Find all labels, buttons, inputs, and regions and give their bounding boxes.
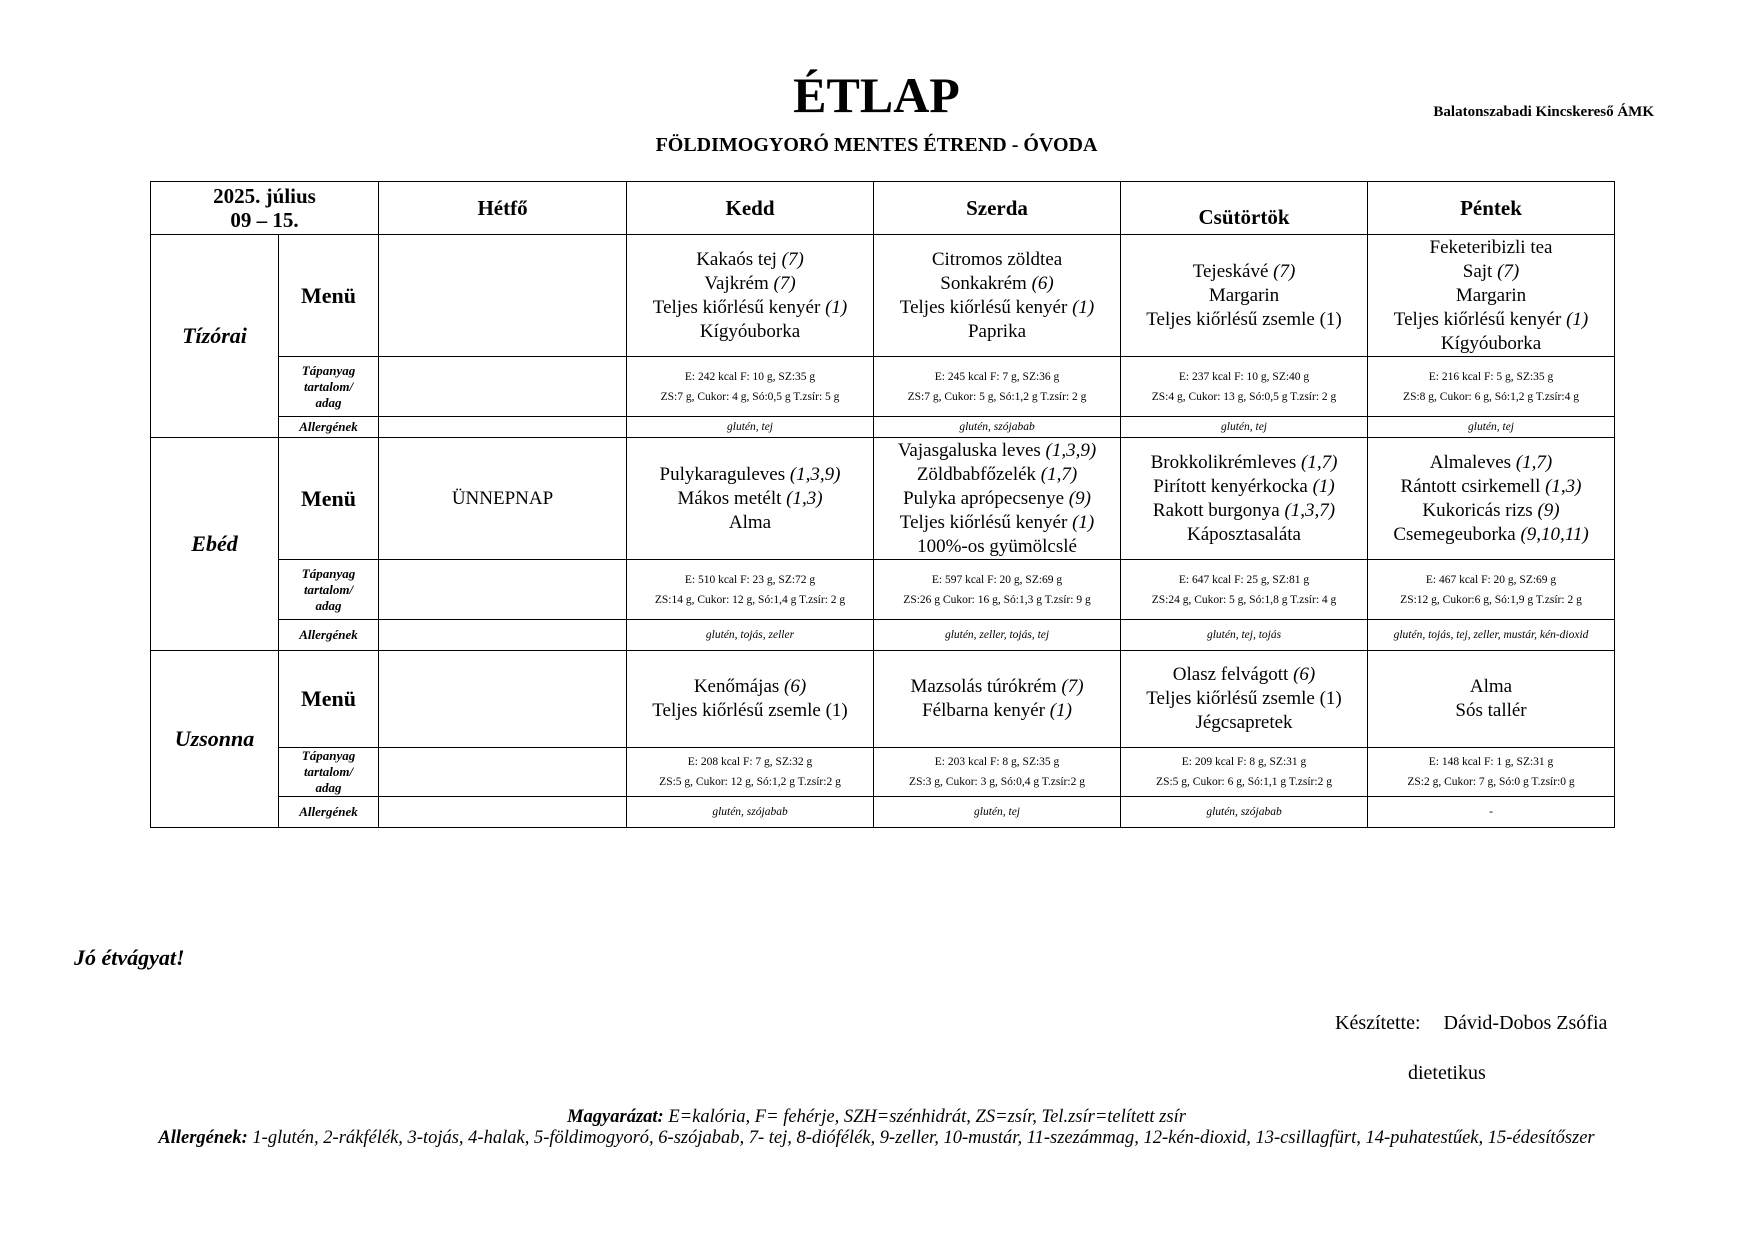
menu-cell-friday	[1368, 235, 1615, 357]
meal-allergen-row	[151, 417, 1615, 438]
menu-cell-wednesday	[874, 651, 1121, 748]
nutrition-cell-tuesday	[627, 560, 874, 620]
nutrition-label-line: Tápanyag	[301, 565, 356, 581]
menu-cell-thursday	[1121, 438, 1368, 560]
menu-item: Káposztasaláta	[1187, 523, 1301, 545]
nutrition-line: E: 237 kcal F: 10 g, SZ:40 g	[1178, 370, 1310, 383]
nutrition-line: E: 467 kcal F: 20 g, SZ:69 g	[1425, 573, 1557, 586]
nutrition-line: ZS:8 g, Cukor: 6 g, Só:1,2 g T.zsír:4 g	[1403, 390, 1579, 403]
day-header-tuesday: Kedd	[627, 182, 874, 235]
meal-allergen-row	[151, 797, 1615, 828]
nutrition-line: E: 242 kcal F: 10 g, SZ:35 g	[684, 370, 816, 383]
nutrition-cell-monday	[379, 748, 627, 797]
meal-menu-row	[151, 438, 1615, 560]
menu-item: Rántott csirkemell (1,3)	[1400, 475, 1582, 497]
menu-item: Teljes kiőrlésű kenyér (1)	[652, 296, 848, 318]
allergen-cell-friday: glutén, tojás, tej, zeller, mustár, kén-dioxid	[1368, 620, 1615, 651]
nutrition-line: ZS:5 g, Cukor: 6 g, Só:1,1 g T.zsír:2 g	[1156, 776, 1332, 788]
nutrition-cell-friday	[1368, 748, 1615, 797]
menu-item: Brokkolikrémleves (1,7)	[1150, 451, 1338, 473]
page-subtitle: FÖLDIMOGYORÓ MENTES ÉTREND - ÓVODA	[655, 134, 1098, 156]
nutrition-line: E: 203 kcal F: 8 g, SZ:35 g	[934, 756, 1060, 768]
weekly-menu-table	[150, 181, 1615, 828]
allergen-cell-tuesday: glutén, tojás, zeller	[627, 620, 874, 651]
allergen-cell-monday	[379, 417, 627, 438]
greeting: Jó étvágyat!	[74, 945, 185, 970]
menu-item: Pirított kenyérkocka (1)	[1153, 475, 1335, 497]
page-title: ÉTLAP	[793, 67, 960, 123]
legend-text: E=kalória, F= fehérje, SZH=szénhidrát, ZS=zsír, Tel.zsír=telített zsír	[668, 1107, 1186, 1127]
menu-item: Csemegeuborka (9,10,11)	[1393, 523, 1589, 545]
menu-item: Pulyka aprópecsenye (9)	[903, 487, 1091, 509]
menu-item: Vajasgaluska leves (1,3,9)	[897, 439, 1097, 461]
meal-nutrition-row	[151, 748, 1615, 797]
menu-cell-wednesday	[874, 235, 1121, 357]
menu-item: Félbarna kenyér (1)	[922, 700, 1072, 721]
allergen-cell-wednesday: glutén, tej	[874, 797, 1121, 828]
nutrition-cell-wednesday	[874, 748, 1121, 797]
nutrition-line: E: 148 kcal F: 1 g, SZ:31 g	[1428, 756, 1554, 768]
meal-name: Tízórai	[151, 235, 279, 438]
menu-item: Mákos metélt (1,3)	[677, 487, 823, 509]
menu-cell-monday	[379, 651, 627, 748]
institution-name: Balatonszabadi Kincskereső ÁMK	[1433, 104, 1654, 120]
legend-label: Magyarázat:	[567, 1107, 664, 1127]
allergen-legend-label: Allergének:	[158, 1128, 248, 1148]
menu-item: Sajt (7)	[1462, 260, 1520, 282]
menu-item: Pulykaraguleves (1,3,9)	[659, 463, 841, 485]
allergen-cell-thursday: glutén, tej	[1121, 417, 1368, 438]
menu-item: Jégcsapretek	[1195, 712, 1293, 733]
author-name: Dávid-Dobos Zsófia	[1443, 1012, 1608, 1034]
menu-item: Almaleves (1,7)	[1429, 451, 1553, 473]
holiday-label: ÜNNEPNAP	[451, 487, 554, 509]
date-range-cell	[151, 182, 379, 235]
menu-item: Margarin	[1208, 284, 1280, 306]
menu-item: Teljes kiőrlésű kenyér (1)	[1393, 308, 1589, 330]
nutrition-cell-wednesday	[874, 560, 1121, 620]
menu-cell-thursday	[1121, 651, 1368, 748]
menu-item: Kakaós tej (7)	[696, 248, 804, 270]
nutrition-line: ZS:3 g, Cukor: 3 g, Só:0,4 g T.zsír:2 g	[909, 776, 1085, 788]
nutrition-row-label	[279, 560, 379, 620]
menu-item: Teljes kiőrlésű kenyér (1)	[899, 296, 1095, 318]
menu-item: Vajkrém (7)	[704, 272, 796, 294]
menu-item: Teljes kiőrlésű zsemle (1)	[652, 700, 848, 721]
nutrition-line: ZS:7 g, Cukor: 5 g, Só:1,2 g T.zsír: 2 g	[907, 390, 1087, 403]
menu-item: Paprika	[967, 320, 1027, 342]
nutrition-cell-friday	[1368, 357, 1615, 417]
menu-cell-wednesday	[874, 438, 1121, 560]
nutrition-label-line: adag	[315, 780, 342, 795]
menu-item: Kígyóuborka	[699, 320, 801, 342]
nutrition-line: E: 209 kcal F: 8 g, SZ:31 g	[1181, 756, 1307, 768]
menu-item: Zöldbabfőzelék (1,7)	[916, 463, 1078, 485]
nutrition-line: E: 597 kcal F: 20 g, SZ:69 g	[931, 573, 1063, 586]
nutrition-cell-tuesday	[627, 748, 874, 797]
day-header-monday: Hétfő	[379, 182, 627, 235]
nutrition-label-line: tartalom/	[303, 764, 354, 779]
meal-menu-row	[151, 235, 1615, 357]
nutrition-cell-tuesday	[627, 357, 874, 417]
meal-nutrition-row	[151, 560, 1615, 620]
menu-cell-tuesday	[627, 651, 874, 748]
nutrition-cell-monday	[379, 560, 627, 620]
nutrition-line: ZS:7 g, Cukor: 4 g, Só:0,5 g T.zsír: 5 g	[660, 390, 840, 403]
meal-name: Ebéd	[151, 438, 279, 651]
nutrition-line: E: 647 kcal F: 25 g, SZ:81 g	[1178, 573, 1310, 586]
allergen-cell-tuesday: glutén, tej	[627, 417, 874, 438]
nutrition-row-label	[279, 357, 379, 417]
menu-cell-monday	[379, 438, 627, 560]
menu-item: Citromos zöldtea	[931, 248, 1063, 270]
allergen-row-label: Allergének	[279, 417, 379, 438]
allergen-cell-friday: glutén, tej	[1368, 417, 1615, 438]
menu-item: Teljes kiőrlésű zsemle (1)	[1146, 688, 1342, 709]
meal-nutrition-row	[151, 357, 1615, 417]
nutrition-line: ZS:26 g Cukor: 16 g, Só:1,3 g T.zsír: 9 g	[903, 593, 1091, 606]
author-line	[1335, 1012, 1607, 1035]
menu-cell-tuesday	[627, 438, 874, 560]
menu-item: Kígyóuborka	[1440, 332, 1542, 354]
allergen-cell-monday	[379, 797, 627, 828]
allergen-cell-friday: -	[1368, 797, 1615, 828]
nutrition-label-line: tartalom/	[303, 378, 354, 394]
day-header-wednesday: Szerda	[874, 182, 1121, 235]
menu-item: Teljes kiőrlésű kenyér (1)	[899, 511, 1095, 533]
nutrition-line: ZS:5 g, Cukor: 12 g, Só:1,2 g T.zsír:2 g	[659, 776, 841, 788]
day-header-friday: Péntek	[1368, 182, 1615, 235]
menu-row-label: Menü	[279, 438, 379, 560]
menu-cell-friday	[1368, 651, 1615, 748]
nutrition-label-line: tartalom/	[303, 581, 354, 597]
nutrition-label-line: Tápanyag	[301, 362, 356, 378]
nutrition-cell-thursday	[1121, 560, 1368, 620]
nutrition-line: ZS:14 g, Cukor: 12 g, Só:1,4 g T.zsír: 2 g	[654, 593, 846, 606]
allergen-legend	[100, 1128, 1653, 1149]
allergen-cell-wednesday: glutén, zeller, tojás, tej	[874, 620, 1121, 651]
menu-item: Alma	[728, 511, 772, 533]
header-row	[151, 182, 1615, 235]
abbreviation-legend	[100, 1107, 1653, 1128]
allergen-cell-thursday: glutén, tej, tojás	[1121, 620, 1368, 651]
allergen-cell-thursday: glutén, szójabab	[1121, 797, 1368, 828]
nutrition-line: ZS:12 g, Cukor:6 g, Só:1,9 g T.zsír: 2 g	[1400, 593, 1582, 606]
menu-item: Olasz felvágott (6)	[1172, 664, 1316, 685]
nutrition-row-label	[279, 748, 379, 797]
nutrition-cell-wednesday	[874, 357, 1121, 417]
nutrition-cell-thursday	[1121, 748, 1368, 797]
menu-item: Mazsolás túrókrém (7)	[910, 676, 1084, 697]
date-days: 09 – 15.	[230, 208, 299, 232]
nutrition-line: E: 510 kcal F: 23 g, SZ:72 g	[684, 573, 816, 586]
menu-cell-thursday	[1121, 235, 1368, 357]
nutrition-line: ZS:2 g, Cukor: 7 g, Só:0 g T.zsír:0 g	[1407, 776, 1575, 788]
allergen-row-label: Allergének	[279, 620, 379, 651]
allergen-row-label: Allergének	[279, 797, 379, 828]
allergen-cell-wednesday: glutén, szójabab	[874, 417, 1121, 438]
menu-item: 100%-os gyümölcslé	[917, 535, 1077, 557]
nutrition-line: E: 216 kcal F: 5 g, SZ:35 g	[1428, 370, 1554, 383]
meal-menu-row	[151, 651, 1615, 748]
menu-item: Tejeskávé (7)	[1192, 260, 1296, 282]
nutrition-label-line: adag	[315, 394, 342, 410]
menu-item: Sós tallér	[1455, 700, 1527, 721]
menu-cell-tuesday	[627, 235, 874, 357]
meal-name: Uzsonna	[151, 651, 279, 828]
nutrition-line: E: 208 kcal F: 7 g, SZ:32 g	[687, 756, 813, 768]
menu-item: Sonkakrém (6)	[940, 272, 1054, 294]
menu-item: Kenőmájas (6)	[693, 676, 807, 697]
menu-item: Rakott burgonya (1,3,7)	[1152, 499, 1336, 521]
author-label: Készítette:	[1335, 1012, 1421, 1034]
menu-row-label: Menü	[279, 235, 379, 357]
nutrition-label-line: Tápanyag	[301, 748, 356, 763]
menu-row-label: Menü	[279, 651, 379, 748]
nutrition-cell-monday	[379, 357, 627, 417]
menu-cell-friday	[1368, 438, 1615, 560]
allergen-cell-tuesday: glutén, szójabab	[627, 797, 874, 828]
allergen-legend-text: 1-glutén, 2-rákfélék, 3-tojás, 4-halak, 5-földimogyoró, 6-szójabab, 7- tej, 8-diófélék, 9-zeller, 10-mustár, 11-szezámmag, 12-kén-dioxid, 13-csillagfürt, 14-puhatestűek, 15-édesítőszer	[252, 1128, 1595, 1148]
day-header-thursday: Csütörtök	[1121, 182, 1368, 235]
menu-item: Alma	[1469, 676, 1513, 697]
legend	[100, 1107, 1653, 1149]
menu-item: Kukoricás rizs (9)	[1422, 499, 1560, 521]
nutrition-cell-friday	[1368, 560, 1615, 620]
menu-cell-monday	[379, 235, 627, 357]
nutrition-cell-thursday	[1121, 357, 1368, 417]
menu-item: Feketeribizli tea	[1429, 236, 1553, 258]
nutrition-line: ZS:24 g, Cukor: 5 g, Só:1,8 g T.zsír: 4 g	[1151, 593, 1337, 606]
date-month: 2025. július	[213, 184, 316, 208]
allergen-cell-monday	[379, 620, 627, 651]
menu-item: Teljes kiőrlésű zsemle (1)	[1146, 308, 1342, 330]
nutrition-line: E: 245 kcal F: 7 g, SZ:36 g	[934, 370, 1060, 383]
nutrition-line: ZS:4 g, Cukor: 13 g, Só:0,5 g T.zsír: 2 g	[1151, 390, 1337, 403]
meal-allergen-row	[151, 620, 1615, 651]
author-title: dietetikus	[1408, 1062, 1486, 1084]
menu-item: Margarin	[1455, 284, 1527, 306]
nutrition-label-line: adag	[315, 597, 342, 613]
